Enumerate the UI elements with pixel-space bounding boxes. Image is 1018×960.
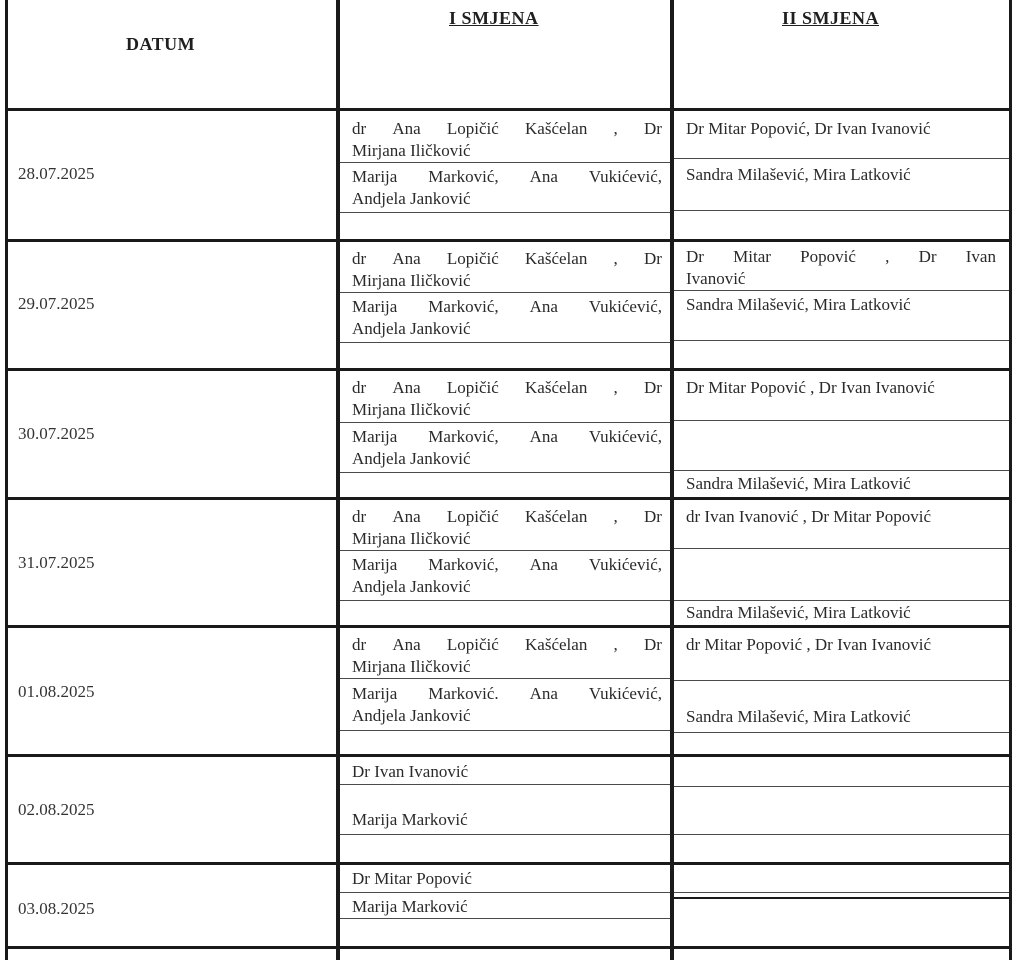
shift1-nurses-cont: Andjela Janković [352, 577, 471, 596]
date-cell: 29.07.2025 [18, 294, 95, 313]
cell-divider [340, 550, 670, 551]
shift1-nurses: Marija Marković. Ana Vukićević, [352, 684, 662, 703]
header-bottom-border [5, 108, 1012, 111]
cell-divider [674, 892, 1009, 893]
cell-divider [340, 918, 670, 919]
shift2-nurses: Sandra Milašević, Mira Latković [686, 707, 911, 726]
cell-divider [340, 730, 670, 731]
cell-divider [340, 472, 670, 473]
shift1-nurses: Marija Marković [352, 810, 468, 829]
shift1-nurses: Marija Marković, Ana Vukićević, [352, 297, 662, 316]
table-border-right [1009, 0, 1012, 960]
row-border [5, 946, 1012, 949]
shift2-doctors: Dr Mitar Popović, Dr Ivan Ivanović [686, 119, 931, 138]
shift1-nurses-cont: Andjela Janković [352, 449, 471, 468]
shift1-doctors-cont: Mirjana Iličković [352, 271, 471, 290]
shift2-doctors: Dr Mitar Popović , Dr Ivan [686, 247, 996, 266]
cell-divider [674, 290, 1009, 291]
row-border [5, 862, 1012, 865]
date-cell: 31.07.2025 [18, 553, 95, 572]
cell-divider [340, 834, 670, 835]
cell-divider [674, 732, 1009, 733]
shift2-header: II SMJENA [782, 8, 880, 28]
shift1-doctors: Dr Ivan Ivanović [352, 762, 469, 781]
shift1-doctors: dr Ana Lopičić Kašćelan , Dr [352, 378, 662, 397]
shift1-nurses: Marija Marković, Ana Vukićević, [352, 167, 662, 186]
cell-divider [340, 292, 670, 293]
shift1-header: I SMJENA [449, 8, 539, 28]
row-border [5, 625, 1012, 628]
cell-divider [340, 784, 670, 785]
date-cell: 30.07.2025 [18, 424, 95, 443]
cell-divider [674, 340, 1009, 341]
cell-divider [674, 158, 1009, 159]
table-border-col1 [336, 0, 340, 960]
shift2-nurses: Sandra Milašević, Mira Latković [686, 165, 911, 184]
date-cell: 28.07.2025 [18, 164, 95, 183]
date-cell: 02.08.2025 [18, 800, 95, 819]
shift1-doctors: dr Ana Lopičić Kašćelan , Dr [352, 249, 662, 268]
shift2-doctors: dr Ivan Ivanović , Dr Mitar Popović [686, 507, 932, 526]
cell-divider [340, 342, 670, 343]
shift1-doctors-cont: Mirjana Iličković [352, 400, 471, 419]
cell-divider [674, 470, 1009, 471]
cell-divider [340, 212, 670, 213]
shift1-nurses-cont: Andjela Janković [352, 319, 471, 338]
shift2-nurses: Sandra Milašević, Mira Latković [686, 474, 911, 493]
row-border [5, 368, 1012, 371]
datum-header: DATUM [126, 34, 196, 54]
shift1-nurses: Marija Marković, Ana Vukićević, [352, 555, 662, 574]
cell-divider [674, 210, 1009, 211]
cell-divider [674, 680, 1009, 681]
row-border [5, 239, 1012, 242]
shift1-nurses: Marija Marković, Ana Vukićević, [352, 427, 662, 446]
shift2-doctors-cont: Ivanović [686, 269, 746, 288]
shift1-doctors: dr Ana Lopičić Kašćelan , Dr [352, 635, 662, 654]
shift2-doctors: Dr Mitar Popović , Dr Ivan Ivanović [686, 378, 935, 397]
shift1-nurses: Marija Marković [352, 897, 468, 916]
row-border [5, 497, 1012, 500]
shift1-nurses-cont: Andjela Janković [352, 706, 471, 725]
shift2-nurses: Sandra Milašević, Mira Latković [686, 603, 911, 622]
cell-divider [674, 834, 1009, 835]
cell-divider [674, 897, 1012, 899]
row-border [5, 754, 1012, 757]
cell-divider [340, 892, 670, 893]
shift2-nurses: Sandra Milašević, Mira Latković [686, 295, 911, 314]
cell-divider [674, 600, 1009, 601]
table-border-left [5, 0, 8, 960]
cell-divider [674, 786, 1009, 787]
date-cell: 01.08.2025 [18, 682, 95, 701]
cell-divider [674, 420, 1009, 421]
shift1-nurses-cont: Andjela Janković [352, 189, 471, 208]
cell-divider [340, 678, 670, 679]
shift1-doctors: dr Ana Lopičić Kašćelan , Dr [352, 119, 662, 138]
shift2-doctors: dr Mitar Popović , Dr Ivan Ivanović [686, 635, 932, 654]
cell-divider [340, 162, 670, 163]
shift1-doctors-cont: Mirjana Iličković [352, 657, 471, 676]
shift1-doctors-cont: Mirjana Iličković [352, 141, 471, 160]
cell-divider [674, 548, 1009, 549]
shift1-doctors: dr Ana Lopičić Kašćelan , Dr [352, 507, 662, 526]
shift1-doctors-cont: Mirjana Iličković [352, 529, 471, 548]
shift1-doctors: Dr Mitar Popović [352, 869, 472, 888]
cell-divider [340, 600, 670, 601]
table-border-col2 [670, 0, 674, 960]
date-cell: 03.08.2025 [18, 899, 95, 918]
cell-divider [340, 422, 670, 423]
